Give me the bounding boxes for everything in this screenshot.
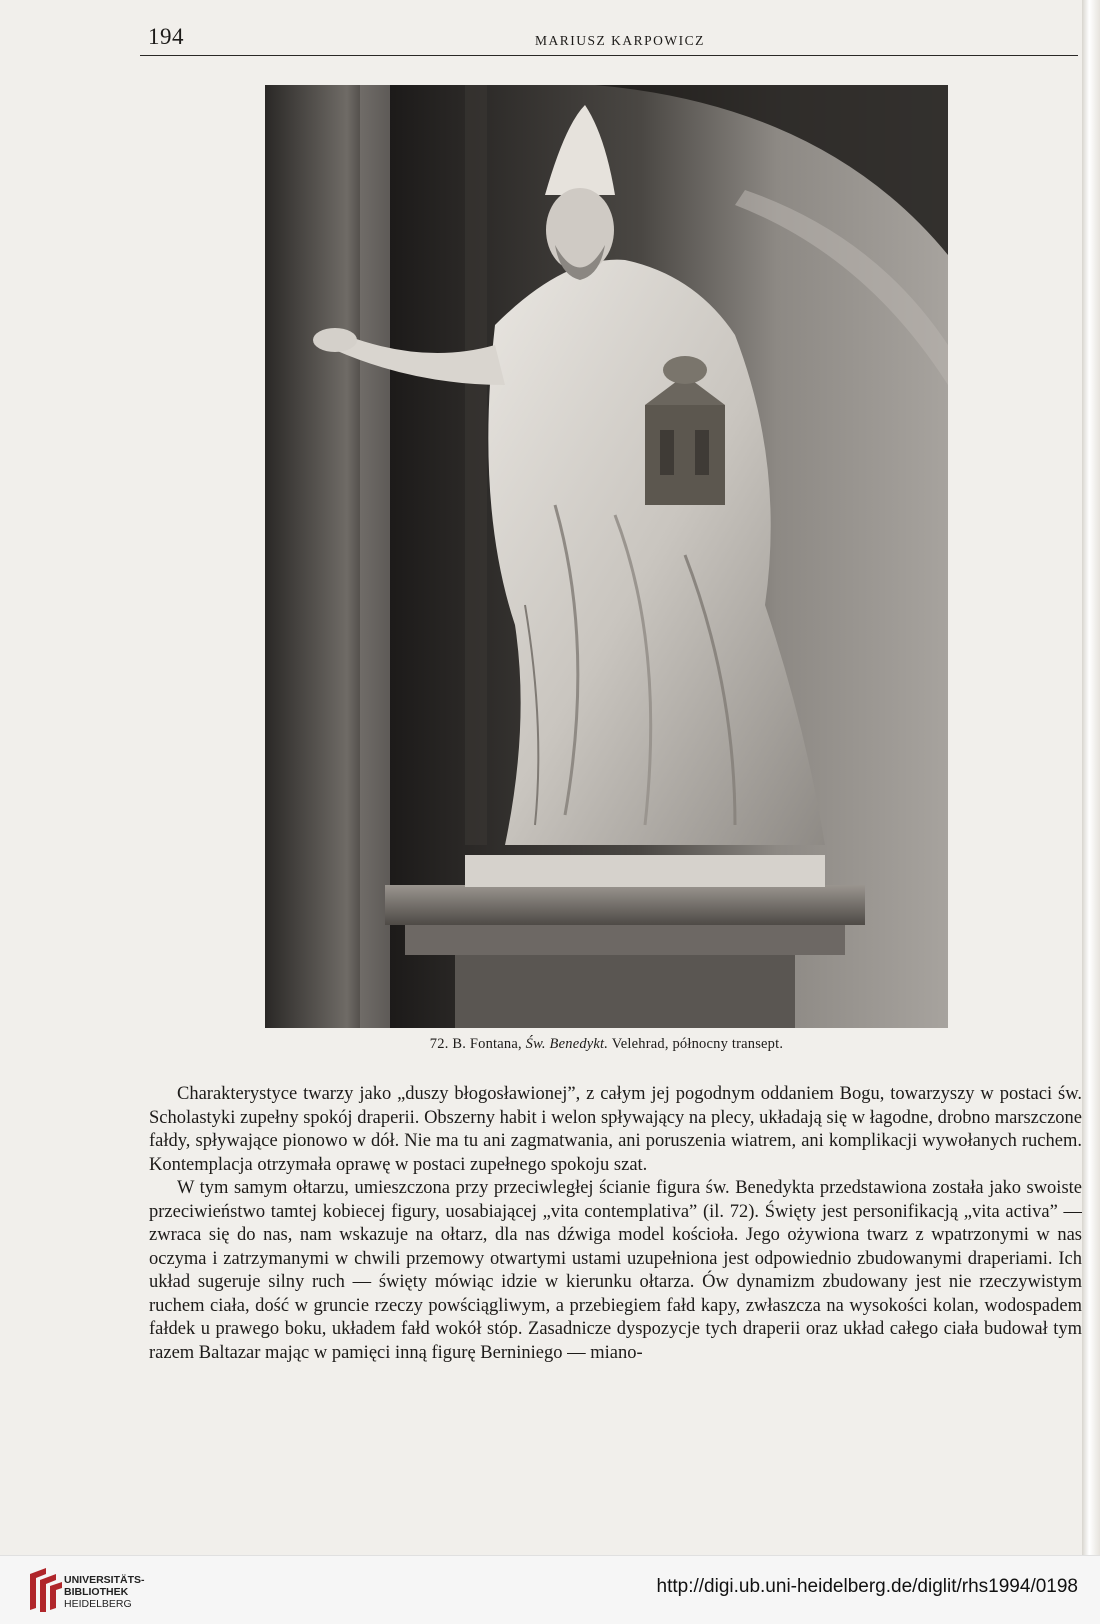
caption-title: Św. Benedykt. [525, 1036, 609, 1052]
paragraph: Charakterystyce twarzy jako „duszy błogosławionej”, z całym jej pogodnym oddaniem Bogu, towarzyszy w postaci św. Scholastyki zupełny spokój draperii. Obszerny habit i welon spływający na plecy, układają się w łagodne, drobno marszczone fałdy, spływające pionowo w dół. Nie ma tu ani zagmatwania, ani poruszenia wiatrem, ani komplikacji wywołanych ruchem. Kontemplacja otrzymała oprawę w postaci zupełnego spokoju szat. [149, 1084, 1082, 1175]
source-url[interactable]: http://digi.ub.uni-heidelberg.de/diglit/rhs1994/0198 [656, 1576, 1078, 1597]
page-number: 194 [148, 24, 184, 49]
body-text [149, 1083, 1082, 1365]
page-edge [1082, 0, 1100, 1555]
footer-bar [0, 1555, 1100, 1624]
header-rule [140, 55, 1078, 56]
caption-author: B. Fontana, [452, 1036, 522, 1052]
running-head: MARIUSZ KARPOWICZ [535, 33, 705, 48]
library-logo-text [64, 1574, 145, 1610]
caption-location: Velehrad, północny transept. [611, 1036, 784, 1052]
logo-line-3: HEIDELBERG [64, 1598, 132, 1610]
logo-line-2: BIBLIOTHEK [64, 1586, 129, 1598]
figure-caption [265, 1036, 948, 1053]
library-logo-icon [26, 1568, 66, 1612]
paragraph: W tym samym ołtarzu, umieszczona przy przeciwległej ścianie figura św. Benedykta przedstawiona została jako swoiste przeciwieństwo tamtej kobiecej figury, uosabiającej „vita contemplativa” (il. 72). Święty jest personifikacją „vita activa” — zwraca się do nas, nam wskazuje na ołtarz, dla nas dźwiga model kościoła. Jego ożywiona twarz z wpatrzonymi w nas oczyma i zatrzymanymi w chwili przemowy otwartymi ustami uzupełniona jest odpowiednio zbudowanymi draperiami. Ich układ sugeruje silny ruch — święty mówiąc idzie w kierunku ołtarza. Ów dynamizm zbudowany jest nie rzeczywistym ruchem ciała, dość w gruncie rzeczy powściągliwym, a przebiegiem fałd kapy, zwłaszcza na wysokości kolan, wodospadem fałdek u prawego boku, układem fałd wokół stóp. Zasadnicze dyspozycje tych draperii oraz układ całego ciała budował tym razem Baltazar mając w pamięci inną figurę Berniniego — miano- [149, 1178, 1082, 1363]
caption-number: 72. [429, 1036, 449, 1052]
logo-line-1: UNIVERSITÄTS- [64, 1574, 145, 1586]
figure-photo-st-benedict [265, 85, 948, 1028]
